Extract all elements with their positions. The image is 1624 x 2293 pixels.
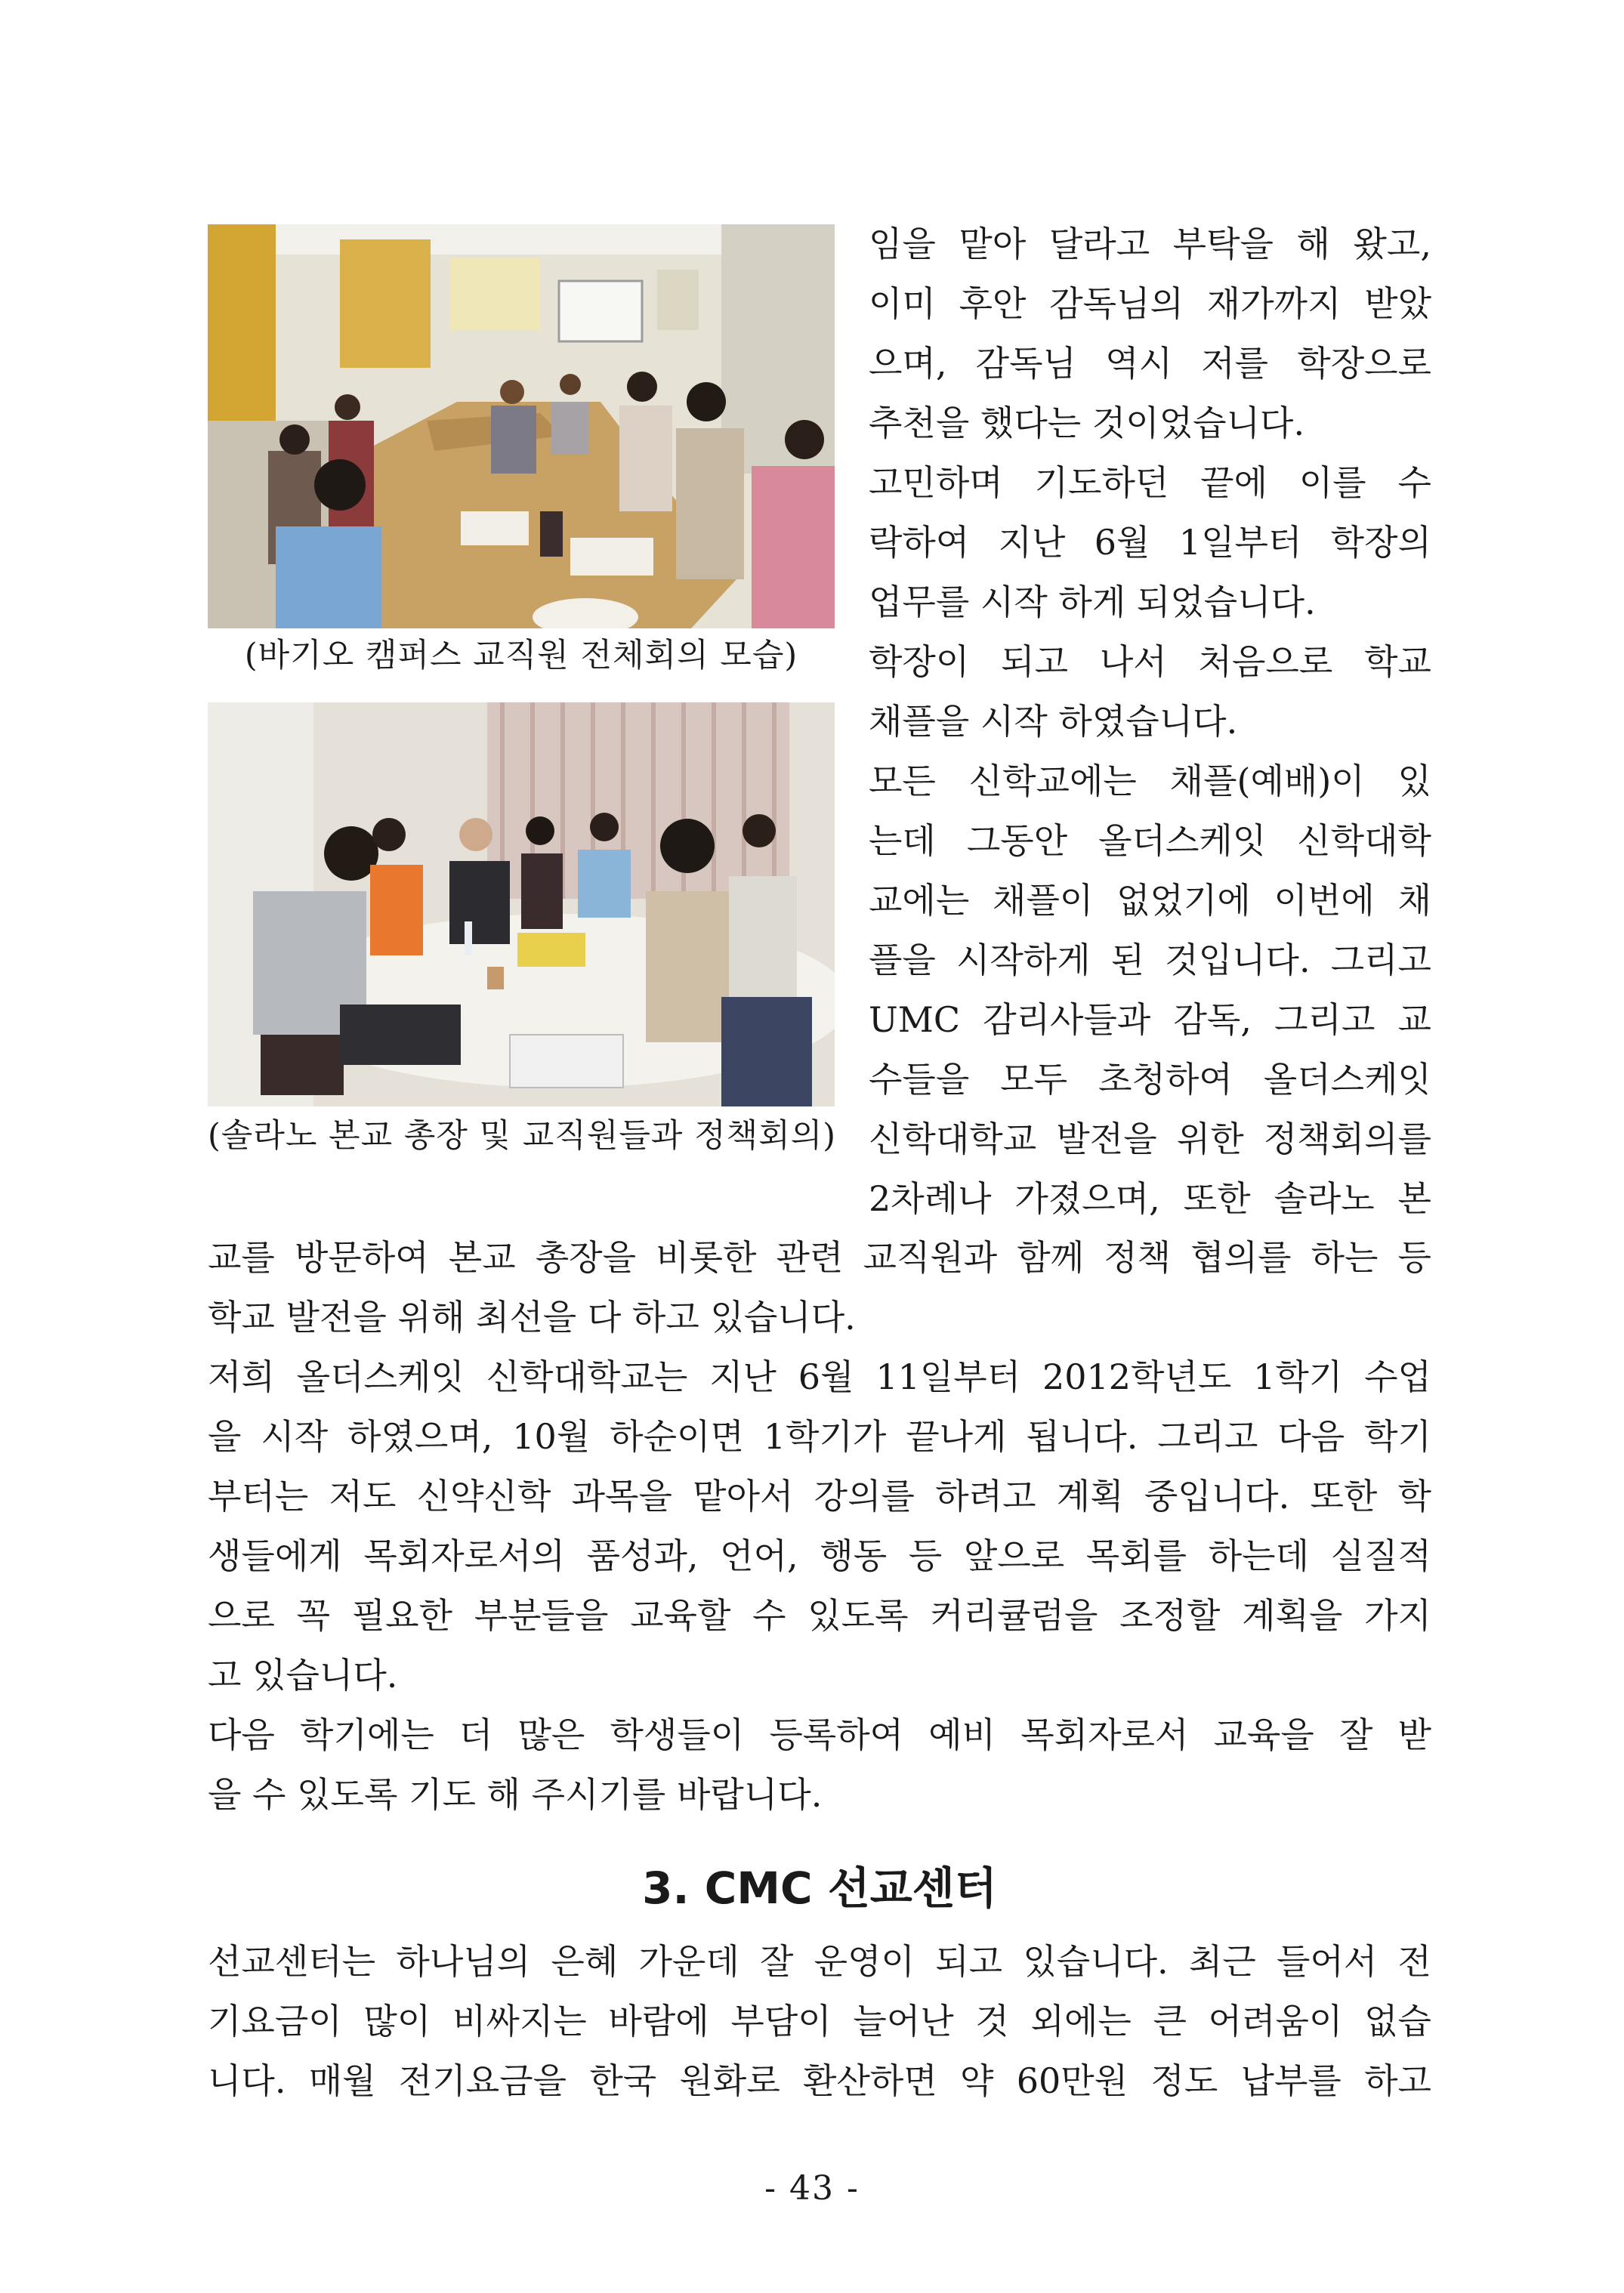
text-line: UMC 감리사들과 감독, 그리고 교 [869, 999, 1431, 1040]
text-line: 임을 맡아 달라고 부탁을 해 왔고, [869, 224, 1431, 264]
text-line: 을 수 있도록 기도 해 주시기를 바랍니다. [208, 1774, 823, 1815]
policy-meeting-photo [208, 702, 835, 1106]
text-line: 으며, 감독님 역시 저를 학장으로 [869, 343, 1431, 384]
text-line: 고민하며 기도하던 끝에 이를 수 [869, 462, 1431, 503]
text-line: 모든 신학교에는 채플(예배)이 있 [869, 761, 1431, 801]
text-line: 는데 그동안 올더스케잇 신학대학 [869, 820, 1431, 861]
text-line: 학교 발전을 위해 최선을 다 하고 있습니다. [208, 1297, 856, 1338]
text-line: 교에는 채플이 없었기에 이번에 채 [869, 880, 1431, 921]
text-line: 학장이 되고 나서 처음으로 학교 [869, 641, 1431, 682]
section-paragraph [208, 1932, 1431, 2111]
text-line: 이미 후안 감독님의 재가까지 받았 [869, 283, 1431, 324]
text-line: 플을 시작하게 된 것입니다. 그리고 [869, 940, 1431, 980]
text-line: 교를 방문하여 본교 총장을 비롯한 관련 교직원과 함께 정책 협의를 하는 등 [208, 1237, 1431, 1278]
page-number: - 43 - [764, 2169, 860, 2208]
text-line: 업무를 시작 하게 되었습니다. [869, 582, 1316, 622]
text-line: 추천을 했다는 것이었습니다. [869, 403, 1305, 443]
meeting-room-photo-drawing [208, 224, 835, 628]
body-paragraphs [208, 1228, 1431, 1825]
text-line: 기요금이 많이 비싸지는 바람에 부담이 늘어난 것 외에는 큰 어려움이 없습 [208, 2001, 1431, 2041]
text-line: 고 있습니다. [208, 1655, 398, 1696]
text-line: 다음 학기에는 더 많은 학생들이 등록하여 예비 목회자로서 교육을 잘 받 [208, 1714, 1431, 1755]
text-line: 을 시작 하였으며, 10월 하순이면 1학기가 끝나게 됩니다. 그리고 다음 학기 [208, 1416, 1431, 1457]
text-line: 락하여 지난 6월 1일부터 학장의 [869, 522, 1431, 563]
text-line: 으로 꼭 필요한 부분들을 교육할 수 있도록 커리큘럼을 조정할 계획을 가지 [208, 1595, 1431, 1636]
text-line: 2차례나 가졌으며, 또한 솔라노 본 [869, 1178, 1431, 1219]
text-line: 선교센터는 하나님의 은혜 가운데 잘 운영이 되고 있습니다. 최근 들어서 전 [208, 1941, 1431, 1982]
text-line: 수들을 모두 초청하여 올더스케잇 [869, 1059, 1431, 1100]
photo-caption: (솔라노 본교 총장 및 교직원들과 정책회의) [208, 1117, 837, 1155]
meeting-room-photo [208, 224, 835, 628]
text-line: 생들에게 목회자로서의 품성과, 언어, 행동 등 앞으로 목회를 하는데 실질적 [208, 1535, 1431, 1576]
text-line: 신학대학교 발전을 위한 정책회의를 [869, 1119, 1431, 1159]
text-line: 저희 올더스케잇 신학대학교는 지난 6월 11일부터 2012학년도 1학기 수업 [208, 1356, 1431, 1397]
text-line: 니다. 매월 전기요금을 한국 원화로 환산하면 약 60만원 정도 납부를 하고 [208, 2060, 1431, 2101]
text-line: 부터는 저도 신약신학 과목을 맡아서 강의를 하려고 계획 중입니다. 또한 학 [208, 1476, 1431, 1517]
photo-caption: (바기오 캠퍼스 교직원 전체회의 모습) [244, 637, 798, 674]
policy-meeting-photo-drawing [208, 702, 835, 1106]
column-paragraphs [869, 214, 1431, 1229]
text-line: 채플을 시작 하였습니다. [869, 701, 1238, 742]
section-heading: 3. CMC 선교센터 [642, 1862, 997, 1914]
